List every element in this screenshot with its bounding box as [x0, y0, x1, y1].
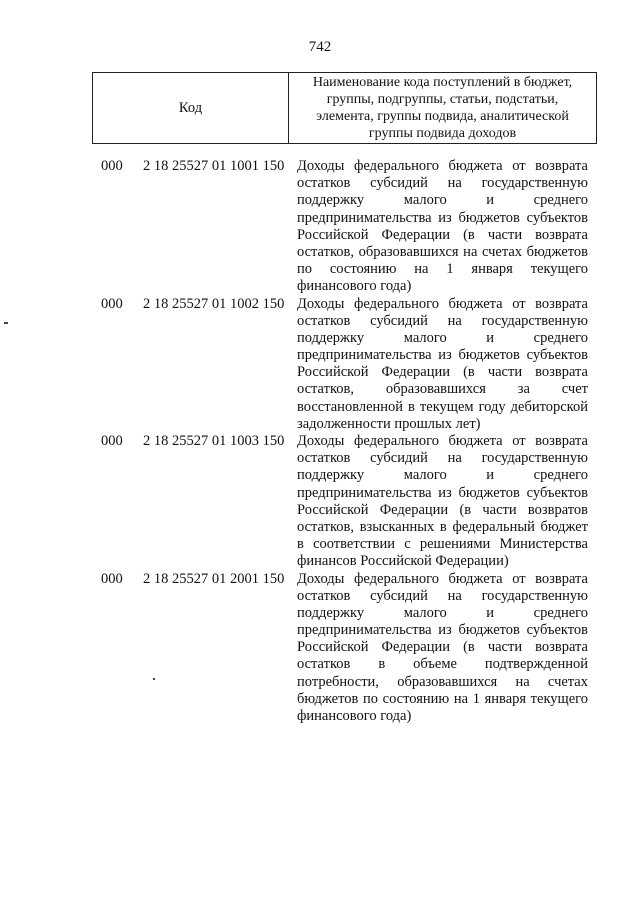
table-row: [0, 571, 640, 726]
description-line: остатков, образовавшихся за счет: [297, 381, 588, 398]
description-line: восстановленной в текущем году дебиторской: [297, 398, 588, 415]
revenue-code: 2 18 25527 01 1003 150: [143, 433, 285, 449]
description-line: поддержку малого и среднего: [297, 192, 588, 209]
revenue-code: 2 18 25527 01 2001 150: [143, 570, 285, 587]
revenue-description: [297, 433, 588, 571]
description-line: Доходы федерального бюджета от возврата: [297, 158, 588, 174]
table-row: [0, 433, 640, 571]
revenue-code: 2 18 25527 01 1002 150: [143, 295, 285, 312]
table-row: [0, 296, 640, 434]
description-line: финансов Российской Федерации): [297, 553, 509, 570]
description-line: остатков, взысканных в федеральный бюджет: [297, 518, 588, 535]
admin-code: 000: [101, 295, 123, 312]
description-line: поддержку малого и среднего: [297, 604, 588, 621]
header-code-cell: Код: [93, 73, 289, 143]
description-line: остатков субсидий на государственную: [297, 175, 588, 192]
revenue-description: [297, 296, 588, 434]
table-header: [92, 72, 597, 144]
revenue-description: [297, 158, 588, 296]
description-line: предпринимательства из бюджетов субъектов: [297, 347, 588, 364]
revenue-description: [297, 571, 588, 726]
description-line: остатков, образовавшихся на счетах бюджетов: [297, 243, 588, 260]
scan-mark: [153, 678, 155, 680]
admin-code: 000: [101, 570, 123, 587]
description-line: финансового года): [297, 708, 412, 724]
table-body: [0, 158, 640, 725]
description-line: по состоянию на 1 января текущего: [297, 261, 588, 278]
page-number: 742: [308, 39, 332, 55]
description-line: предпринимательства из бюджетов субъектов: [297, 622, 588, 639]
scan-mark: [4, 322, 8, 324]
table-row: [0, 158, 640, 296]
admin-code: 000: [101, 158, 123, 174]
description-line: задолженности прошлых лет): [297, 415, 481, 432]
description-line: поддержку малого и среднего: [297, 329, 588, 346]
description-line: остатков субсидий на государственную: [297, 312, 588, 329]
description-line: Российской Федерации (в части возврата: [297, 639, 588, 656]
admin-code: 000: [101, 433, 123, 449]
description-line: бюджетов по состоянию на 1 января текущего: [297, 690, 588, 707]
description-line: Доходы федерального бюджета от возврата: [297, 570, 588, 587]
description-line: предпринимательства из бюджетов субъектов: [297, 484, 588, 501]
description-line: предпринимательства из бюджетов субъектов: [297, 209, 588, 226]
revenue-code: 2 18 25527 01 1001 150: [143, 158, 285, 174]
description-line: Российской Федерации (в части возврата: [297, 226, 588, 243]
description-line: потребности, образовавшихся на счетах: [297, 673, 588, 690]
description-line: финансового года): [297, 278, 412, 295]
description-line: Доходы федерального бюджета от возврата: [297, 433, 588, 449]
description-line: Доходы федерального бюджета от возврата: [297, 295, 588, 312]
description-line: остатков субсидий на государственную: [297, 450, 588, 467]
description-line: в соответствии с решениями Министерства: [297, 536, 588, 553]
description-line: Российской Федерации (в части возврата: [297, 364, 588, 381]
description-line: остатков в объеме подтвержденной: [297, 656, 588, 673]
description-line: остатков субсидий на государственную: [297, 587, 588, 604]
description-line: поддержку малого и среднего: [297, 467, 588, 484]
header-name-cell: Наименование кода поступлений в бюджет, группы, подгруппы, статьи, подстатьи, элемента, группы подвида, аналитической группы подвида доходов: [312, 75, 573, 141]
description-line: Российской Федерации (в части возвратов: [297, 501, 588, 518]
